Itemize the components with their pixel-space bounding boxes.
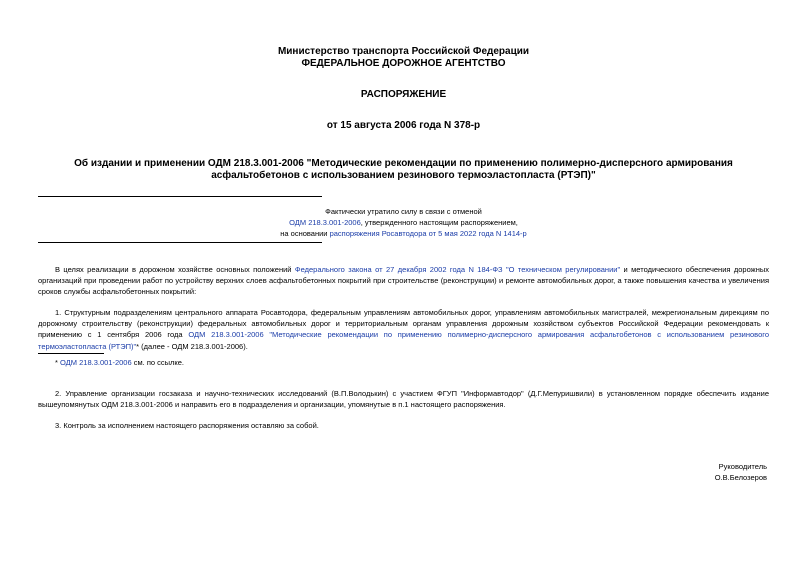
odm-full-title-link[interactable]: ОДМ 218.3.001-2006 "Методические рекомендации по применению полимерно-дисперсного армирования асфальтобетонов с использованием резинового термоэластопласта (РТЭП)" [38, 330, 769, 351]
document-date: от 15 августа 2006 года N 378-р [326, 120, 481, 131]
federal-law-link[interactable]: Федерального закона от 27 декабря 2002 года N 184-ФЗ "О техническом регулировании" [294, 265, 621, 274]
document-type: РАСПОРЯЖЕНИЕ [360, 89, 447, 100]
status-note-line2: ОДМ 218.3.001-2006, утвержденного настоящим распоряжением, [289, 218, 518, 227]
item-1-paragraph: 1. Структурным подразделениям центрального аппарата Росавтодора, федеральным управлениям автомобильных дорог, управлениям автомобильных магистралей, межрегиональным дирекциям по дорожному строительству (реконструкции) федеральных автомобильных дорог и территориальным органам управления дорожным хозяйством субъектов Российской Федерации рекомендовать к применению с 1 сентября 2006 года ОДМ 218.3.001-2006 "Методические рекомендации по применению полимерно-дисперсного армирования асфальтобетонов с использованием резинового термоэластопласта (РТЭП)"* (далее - ОДМ 218.3.001-2006). [38, 308, 769, 351]
footnote-divider [38, 353, 104, 354]
item-2-paragraph: 2. Управление организации госзаказа и научно-технических исследований (В.П.Володькин) с участием ФГУП "Информавтодор" (Д.Г.Мепуришвили) в установленном порядке обеспечить издание вышеупомянутых ОДМ 218.3.001-2006 и направить его в подразделения и организации, упомянутые в п.1 настоящего распоряжения. [38, 389, 769, 410]
document-title: Об издании и применении ОДМ 218.3.001-2006 "Методические рекомендации по применению полимерно-дисперсного армирования асфальтобетонов с использованием резинового термоэластопласта (РТЭП)" [74, 158, 733, 181]
signature-role: Руководитель [718, 462, 767, 471]
preamble-paragraph: В целях реализации в дорожном хозяйстве основных положений Федерального закона от 27 декабря 2002 года N 184-ФЗ "О техническом регулировании" и методического обеспечения дорожных организаций при проведении работ по устройству верхних слоев асфальтобетонных покрытий при строительстве (реконструкции) и ремонте автомобильных дорог, а также повышения качества и увеличения сроков службы асфальтобетонных покрытий: [38, 265, 769, 297]
divider-bottom [38, 242, 322, 243]
item-3-paragraph: 3. Контроль за исполнением настоящего распоряжения оставляю за собой. [55, 421, 319, 430]
rosavtodor-order-link[interactable]: распоряжения Росавтодора от 5 мая 2022 года N 1414-р [329, 229, 527, 238]
status-note-line3: на основании распоряжения Росавтодора от 5 мая 2022 года N 1414-р [280, 229, 527, 238]
status-note-line1: Фактически утратило силу в связи с отменой [325, 207, 482, 216]
agency-name: ФЕДЕРАЛЬНОЕ ДОРОЖНОЕ АГЕНТСТВО [301, 58, 506, 69]
divider-top [38, 196, 322, 197]
signature-name: О.В.Белозеров [714, 473, 767, 482]
odm-link[interactable]: ОДМ 218.3.001-2006 [289, 218, 361, 227]
footnote: * ОДМ 218.3.001-2006 см. по ссылке. [55, 358, 185, 367]
ministry-name: Министерство транспорта Российской Федерации [277, 46, 530, 57]
footnote-odm-link[interactable]: ОДМ 218.3.001-2006 [60, 358, 132, 367]
